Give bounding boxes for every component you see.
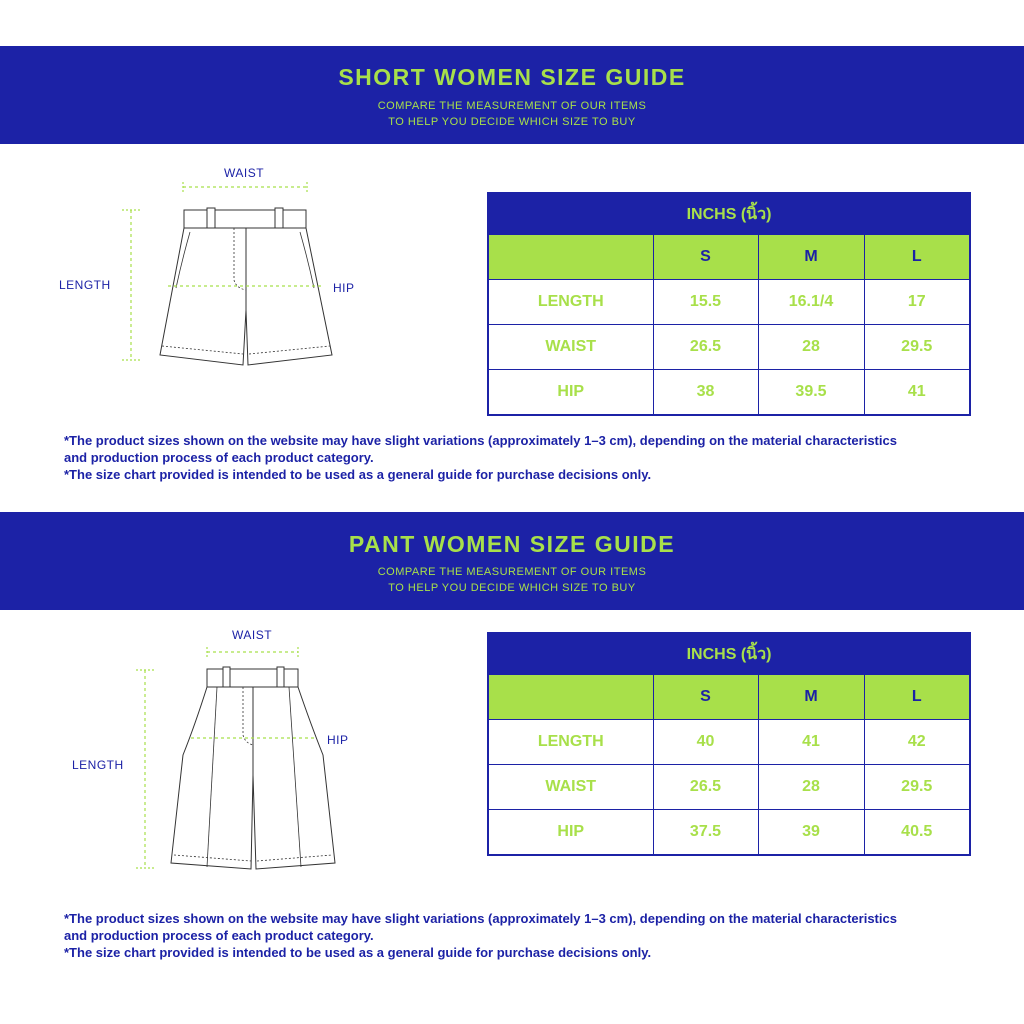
pant-size-m: M [758, 675, 864, 720]
short-title: SHORT WOMEN SIZE GUIDE [338, 64, 686, 90]
pant-note-line2: and production process of each product category. [64, 928, 374, 943]
short-size-table [487, 192, 971, 416]
short-size-blank [488, 235, 653, 280]
short-length-label: LENGTH [59, 278, 111, 292]
cell: 42 [864, 720, 970, 765]
shorts-illustration [110, 170, 370, 390]
row-label: LENGTH [488, 280, 653, 325]
pant-size-s: S [653, 675, 758, 720]
row-label: HIP [488, 810, 653, 856]
short-size-l: L [864, 235, 970, 280]
cell: 26.5 [653, 765, 758, 810]
cell: 29.5 [864, 765, 970, 810]
short-unit-header: INCHS (นิ้ว) [488, 193, 970, 235]
cell: 26.5 [653, 325, 758, 370]
short-subtitle-line2: TO HELP YOU DECIDE WHICH SIZE TO BUY [388, 116, 636, 128]
short-note-line1: *The product sizes shown on the website may have slight variations (approximately 1–3 cm), depending on the material characteristics [64, 433, 897, 448]
short-note-line2: and production process of each product category. [64, 450, 374, 465]
cell: 15.5 [653, 280, 758, 325]
table-row [488, 325, 970, 370]
pant-title: PANT WOMEN SIZE GUIDE [348, 531, 676, 557]
cell: 17 [864, 280, 970, 325]
table-row [488, 810, 970, 856]
cell: 37.5 [653, 810, 758, 856]
short-size-m: M [758, 235, 864, 280]
cell: 39.5 [758, 370, 864, 416]
pant-banner [0, 512, 1024, 610]
cell: 16.1/4 [758, 280, 864, 325]
row-label: LENGTH [488, 720, 653, 765]
table-row [488, 765, 970, 810]
cell: 28 [758, 325, 864, 370]
cell: 41 [758, 720, 864, 765]
pant-length-label: LENGTH [72, 758, 124, 772]
pant-unit-header: INCHS (นิ้ว) [488, 633, 970, 675]
short-size-s: S [653, 235, 758, 280]
pant-subtitle-line2: TO HELP YOU DECIDE WHICH SIZE TO BUY [388, 582, 636, 594]
row-label: WAIST [488, 765, 653, 810]
cell: 41 [864, 370, 970, 416]
cell: 28 [758, 765, 864, 810]
pants-illustration [125, 635, 365, 875]
pant-size-l: L [864, 675, 970, 720]
table-row [488, 280, 970, 325]
cell: 38 [653, 370, 758, 416]
pant-size-table [487, 632, 971, 856]
short-waist-label: WAIST [224, 166, 265, 180]
pant-waist-label: WAIST [232, 628, 273, 642]
cell: 40 [653, 720, 758, 765]
pant-size-blank [488, 675, 653, 720]
table-row [488, 720, 970, 765]
cell: 40.5 [864, 810, 970, 856]
short-banner [0, 46, 1024, 144]
pant-hip-label: HIP [327, 733, 349, 747]
short-note-line3: *The size chart provided is intended to be used as a general guide for purchase decisions only. [64, 467, 652, 482]
short-disclaimer [64, 432, 964, 483]
pant-disclaimer [64, 910, 964, 961]
row-label: WAIST [488, 325, 653, 370]
short-hip-label: HIP [333, 281, 355, 295]
pant-subtitle-line1: COMPARE THE MEASUREMENT OF OUR ITEMS [377, 566, 647, 578]
pant-note-line1: *The product sizes shown on the website may have slight variations (approximately 1–3 cm), depending on the material characteristics [64, 911, 897, 926]
pant-note-line3: *The size chart provided is intended to be used as a general guide for purchase decisions only. [64, 945, 652, 960]
table-row [488, 370, 970, 416]
cell: 39 [758, 810, 864, 856]
row-label: HIP [488, 370, 653, 416]
cell: 29.5 [864, 325, 970, 370]
short-subtitle-line1: COMPARE THE MEASUREMENT OF OUR ITEMS [377, 100, 647, 112]
